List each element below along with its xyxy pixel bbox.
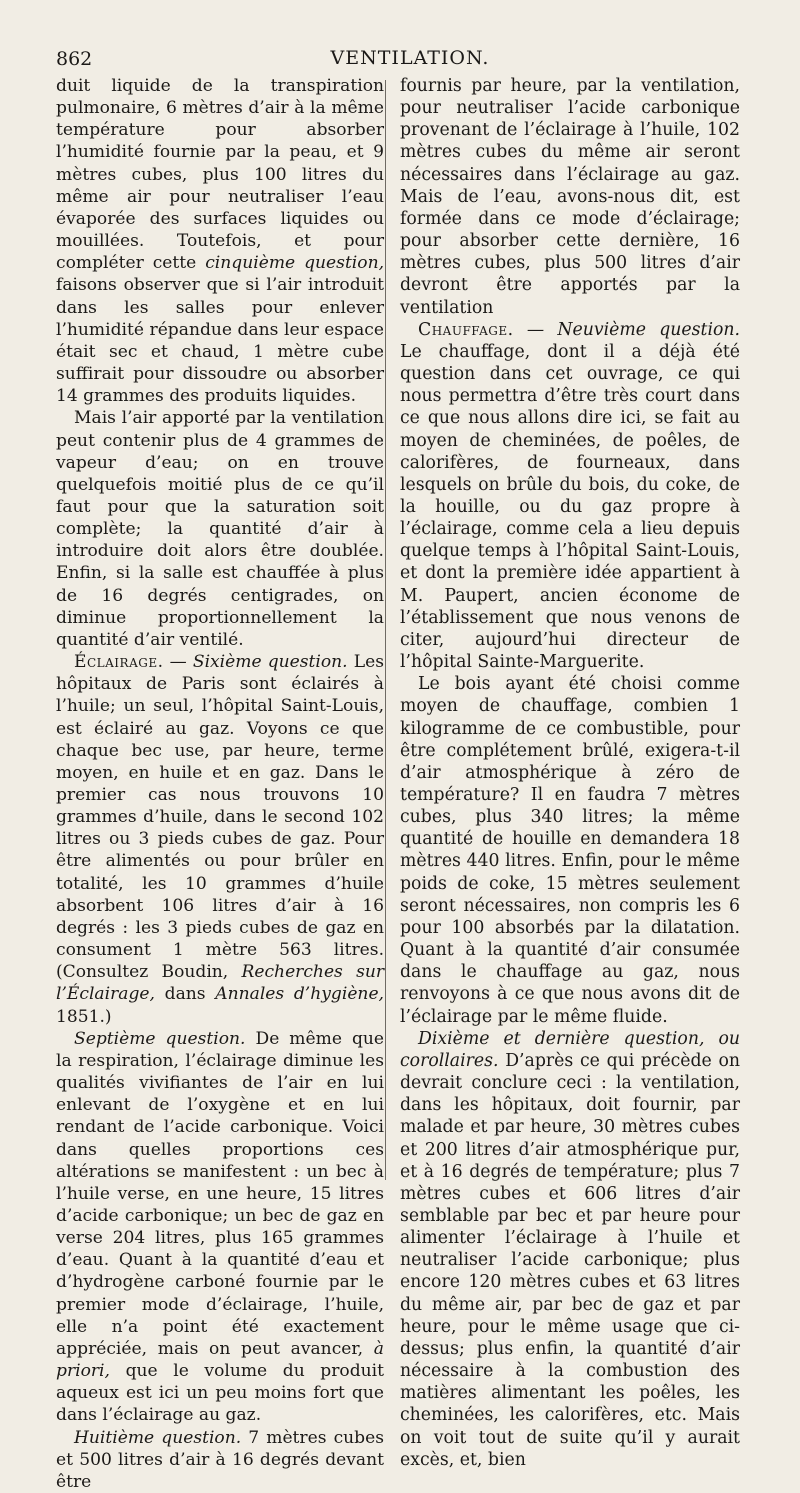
question-title: Huitième question. [74,1427,242,1448]
section-huitieme: Huitième question. 7 mètres cubes et 500 litres d’air à 16 degrés devant être [56,1427,384,1492]
left-column [56,75,384,1493]
question-title: — Sixième question. [169,652,348,673]
column-divider [385,80,386,1180]
section-eclairage: Éclairage. — Sixième question. Les hôpitaux de Paris sont éclairés à l’huile; un seul, l’hôpital Saint-Louis, est éclairé au gaz. Voyons ce que chaque bec use, par heure, terme moyen, en huile et en gaz. Dans le premier cas nous trouvons 10 grammes d’huile, dans le second 102 litres ou 3 pieds cubes de gaz. Pour être alimentés ou pour brûler en totalité, les 10 grammes d’huile absorbent 106 litres d’air à 16 degrés : les 3 pieds cubes de gaz en consument 1 mètre 563 litres. (Consultez Boudin, Recherches sur l’Éclairage, dans Annales d’hygiène, 1851.) [56,652,385,1027]
paragraph: duit liquide de la transpiration pulmonaire, 6 mètres d’air à la même température pour absorber l’humidité fournie par la peau, et 9 mètres cubes, plus 100 litres du même air pour neutraliser l’eau évaporée des surfaces liquides ou mouillées. Toutefois, et pour compléter cette cinquième question, faisons observer que si l’air introduit dans les salles pour enlever l’humidité répandue dans leur espace était sec et chaud, 1 mètre cube suffirait pour dissoudre ou absorber 14 grammes des produits liquides. [56,76,385,407]
running-title: VENTILATION. [330,47,490,69]
question-title: Septième question. [74,1028,246,1049]
question-title: Dixième et dernière question, ou corollaires. [400,1028,740,1071]
right-column [400,75,740,1471]
section-heading: Chauffage. [418,319,514,340]
section-septieme: Septième question. De même que la respiration, l’éclairage diminue les qualités vivifiantes de l’air en lui enlevant de l’oxygène et en lui rendant de l’acide carbonique. Voici dans quelles proportions ces altérations se manifestent : un bec à l’huile verse, en une heure, 15 litres d’acide carbonique; un bec de gaz en verse 204 litres, plus 165 grammes d’eau. Quant à la quantité d’eau et d’hydrogène carboné fournie par le premier mode d’éclairage, l’huile, elle n’a point été exactement appréciée, mais on peut avancer, à priori, que le volume du produit aqueux est ici un peu moins fort que dans l’éclairage au gaz. [56,1028,385,1426]
paragraph: Mais l’air apporté par la ventilation peut contenir plus de 4 grammes de vapeur d’eau; on en trouve quelquefois moitié plus de ce qu’il faut pour que la saturation soit complète; la quantité d’air à introduire doit alors être doublée. Enfin, si la salle est chauffée à plus de 16 degrés centigrades, on diminue proportionnellement la quantité d’air ventilé. [56,408,384,650]
page-number: 862 [56,48,93,70]
italic-phrase: cinquième question, [205,253,385,274]
paragraph: Le bois ayant été choisi comme moyen de chauffage, combien 1 kilogramme de ce combustible, pour être complétement brûlé, exigera-t-il d’air atmosphérique à zéro de température? Il en faudra 7 mètres cubes, plus 340 litres; la même quantité de houille en demandera 18 mètres 440 litres. Enfin, pour le même poids de coke, 15 mètres seulement seront nécessaires, non compris les 6 pour 100 absorbés par la dilatation. Quant à la quantité d’air consumée dans le chauffage au gaz, nous renvoyons à ce que nous avons dit de l’éclairage par le même fluide. [400,674,740,1027]
section-chauffage: Chauffage. — Neuvième question. Le chauffage, dont il a déjà été question dans cet ouvrage, ce qui nous permettra d’être très court dans ce que nous allons dire ici, se fait au moyen de cheminées, de poêles, de calorifères, de fourneaux, dans lesquels on brûle du bois, du coke, de la houille, ou du gaz propre à l’éclairage, comme cela a lieu depuis quelque temps à l’hôpital Saint-Louis, et dont la première idée appartient à M. Paupert, ancien économe de l’établissement que nous venons de citer, aujourd’hui directeur de l’hôpital Sainte-Marguerite. [400,319,740,673]
question-title: — Neuvième question. [526,319,740,340]
section-dixieme: Dixième et dernière question, ou corollaires. D’après ce qui précède on devrait conclure ceci : la ventilation, dans les hôpitaux, doit fournir, par malade et par heure, 30 mètres cubes et 200 litres d’air atmosphérique pur, et à 16 degrés de température; plus 7 mètres cubes et 606 litres d’air semblable par bec et par heure pour alimenter l’éclairage à l’huile et neutraliser l’acide carbonique; plus encore 120 mètres cubes et 63 litres du même air, par bec de gaz et par heure, pour le même usage que ci-dessus; plus enfin, la quantité d’air nécessaire à la combustion des matières alimentant les poêles, les cheminées, les calorifères, etc. Mais on voit tout de suite qu’il y aurait excès, et, bien [400,1028,741,1470]
page-header [56,44,764,74]
paragraph: fournis par heure, par la ventilation, pour neutraliser l’acide carbonique provenant de l’éclairage à l’huile, 102 mètres cubes du même air seront nécessaires dans l’éclairage au gaz. Mais de l’eau, avons-nous dit, est formée dans ce mode d’éclairage; pour absorber cette dernière, 16 mètres cubes, plus 500 litres d’air devront être apportés par la ventilation [400,76,740,318]
section-heading: Éclairage. [74,652,164,673]
